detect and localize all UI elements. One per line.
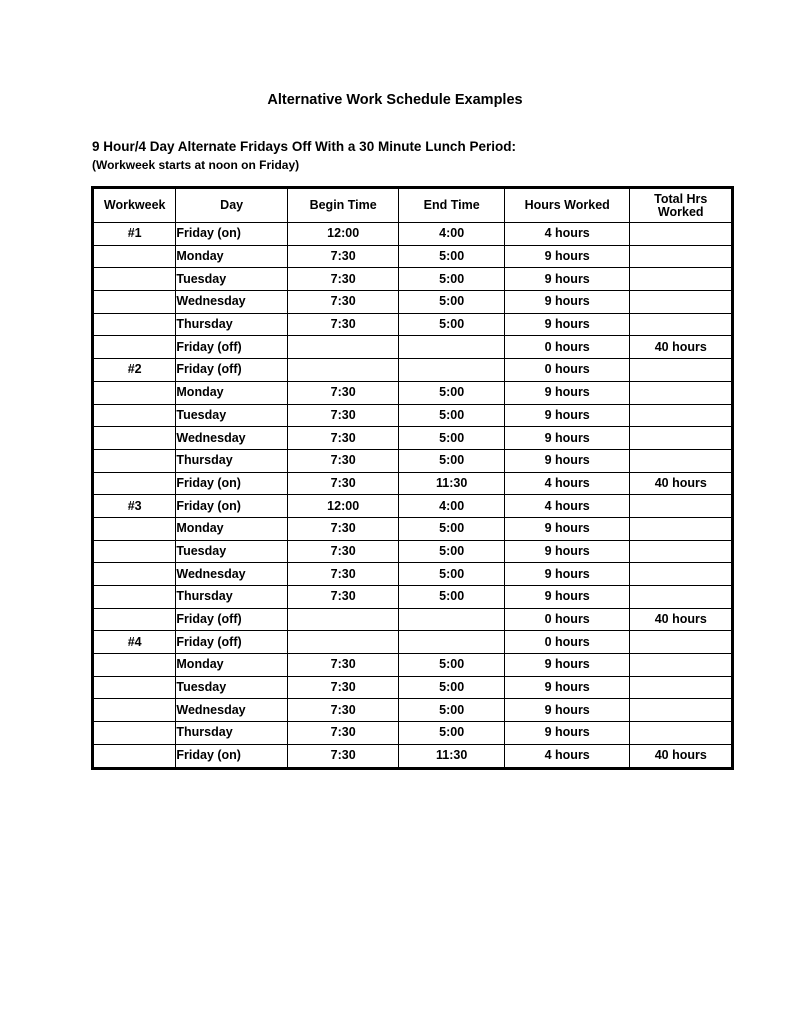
- cell-hours-worked: 4 hours: [504, 744, 630, 768]
- cell-end-time: 5:00: [399, 654, 504, 677]
- cell-end-time: 5:00: [399, 381, 504, 404]
- cell-day: Wednesday: [176, 291, 288, 314]
- cell-hours-worked: 0 hours: [504, 631, 630, 654]
- cell-hours-worked: 9 hours: [504, 313, 630, 336]
- cell-day: Wednesday: [176, 699, 288, 722]
- cell-day: Wednesday: [176, 563, 288, 586]
- cell-end-time: 5:00: [399, 268, 504, 291]
- table-row: [93, 381, 733, 404]
- cell-hours-worked: 4 hours: [504, 472, 630, 495]
- header-total-line1: Total Hrs: [654, 191, 708, 206]
- cell-day: Friday (on): [176, 472, 288, 495]
- cell-total-hrs: [630, 517, 733, 540]
- cell-workweek: [93, 336, 176, 359]
- cell-begin-time: 7:30: [287, 722, 399, 745]
- cell-workweek: [93, 245, 176, 268]
- cell-workweek: [93, 563, 176, 586]
- cell-day: Monday: [176, 517, 288, 540]
- cell-total-hrs: 40 hours: [630, 472, 733, 495]
- cell-end-time: 5:00: [399, 699, 504, 722]
- table-row: [93, 291, 733, 314]
- cell-day: Friday (off): [176, 336, 288, 359]
- cell-day: Friday (off): [176, 359, 288, 382]
- cell-day: Thursday: [176, 449, 288, 472]
- table-row: [93, 427, 733, 450]
- cell-workweek: [93, 313, 176, 336]
- cell-workweek: [93, 608, 176, 631]
- cell-hours-worked: 9 hours: [504, 427, 630, 450]
- table-row: [93, 495, 733, 518]
- cell-hours-worked: 9 hours: [504, 291, 630, 314]
- cell-workweek: [93, 291, 176, 314]
- cell-day: Wednesday: [176, 427, 288, 450]
- table-row: [93, 449, 733, 472]
- table-header-row: [93, 188, 733, 223]
- cell-end-time: 5:00: [399, 517, 504, 540]
- table-row: [93, 744, 733, 768]
- header-total-hrs-worked: [630, 188, 733, 223]
- cell-hours-worked: 9 hours: [504, 722, 630, 745]
- cell-begin-time: 7:30: [287, 540, 399, 563]
- cell-end-time: [399, 336, 504, 359]
- cell-workweek: #1: [93, 223, 176, 246]
- cell-total-hrs: [630, 699, 733, 722]
- cell-hours-worked: 9 hours: [504, 245, 630, 268]
- cell-begin-time: 7:30: [287, 404, 399, 427]
- cell-begin-time: 7:30: [287, 427, 399, 450]
- table-row: [93, 404, 733, 427]
- cell-begin-time: 7:30: [287, 586, 399, 609]
- cell-workweek: [93, 268, 176, 291]
- cell-total-hrs: [630, 427, 733, 450]
- cell-workweek: [93, 404, 176, 427]
- cell-day: Thursday: [176, 722, 288, 745]
- cell-end-time: 11:30: [399, 472, 504, 495]
- header-begin-time: Begin Time: [287, 188, 399, 223]
- cell-begin-time: 7:30: [287, 517, 399, 540]
- cell-workweek: [93, 540, 176, 563]
- table-row: [93, 699, 733, 722]
- cell-total-hrs: [630, 654, 733, 677]
- cell-hours-worked: 9 hours: [504, 676, 630, 699]
- cell-end-time: [399, 631, 504, 654]
- cell-begin-time: 7:30: [287, 245, 399, 268]
- cell-hours-worked: 9 hours: [504, 404, 630, 427]
- cell-workweek: [93, 517, 176, 540]
- cell-workweek: [93, 427, 176, 450]
- cell-begin-time: 7:30: [287, 472, 399, 495]
- schedule-body: [93, 223, 733, 769]
- cell-total-hrs: [630, 631, 733, 654]
- cell-hours-worked: 4 hours: [504, 495, 630, 518]
- cell-hours-worked: 0 hours: [504, 359, 630, 382]
- cell-hours-worked: 9 hours: [504, 586, 630, 609]
- cell-total-hrs: [630, 586, 733, 609]
- cell-total-hrs: [630, 381, 733, 404]
- cell-begin-time: [287, 608, 399, 631]
- table-row: [93, 268, 733, 291]
- cell-end-time: 5:00: [399, 563, 504, 586]
- cell-total-hrs: [630, 676, 733, 699]
- cell-total-hrs: [630, 404, 733, 427]
- cell-total-hrs: [630, 722, 733, 745]
- document-title: Alternative Work Schedule Examples: [267, 92, 523, 108]
- cell-total-hrs: 40 hours: [630, 744, 733, 768]
- cell-hours-worked: 0 hours: [504, 336, 630, 359]
- cell-day: Friday (off): [176, 631, 288, 654]
- cell-total-hrs: [630, 495, 733, 518]
- cell-begin-time: [287, 336, 399, 359]
- cell-day: Thursday: [176, 586, 288, 609]
- cell-day: Friday (on): [176, 223, 288, 246]
- cell-workweek: #3: [93, 495, 176, 518]
- cell-total-hrs: [630, 268, 733, 291]
- cell-begin-time: 7:30: [287, 563, 399, 586]
- cell-end-time: 5:00: [399, 404, 504, 427]
- table-row: [93, 245, 733, 268]
- cell-begin-time: 7:30: [287, 291, 399, 314]
- cell-total-hrs: [630, 449, 733, 472]
- cell-end-time: 5:00: [399, 245, 504, 268]
- cell-begin-time: 7:30: [287, 313, 399, 336]
- cell-day: Tuesday: [176, 540, 288, 563]
- table-row: [93, 313, 733, 336]
- section-subheading: (Workweek starts at noon on Friday): [92, 158, 300, 172]
- header-total-line2: Worked: [657, 204, 704, 219]
- cell-total-hrs: [630, 291, 733, 314]
- cell-workweek: [93, 472, 176, 495]
- table-row: [93, 586, 733, 609]
- cell-end-time: 11:30: [399, 744, 504, 768]
- table-row: [93, 631, 733, 654]
- cell-total-hrs: [630, 313, 733, 336]
- cell-hours-worked: 4 hours: [504, 223, 630, 246]
- header-workweek: Workweek: [93, 188, 176, 223]
- cell-begin-time: 7:30: [287, 676, 399, 699]
- cell-end-time: 5:00: [399, 449, 504, 472]
- section-heading: 9 Hour/4 Day Alternate Fridays Off With a 30 Minute Lunch Period:: [92, 139, 516, 154]
- cell-total-hrs: 40 hours: [630, 608, 733, 631]
- schedule-table: [91, 186, 734, 770]
- cell-begin-time: 7:30: [287, 654, 399, 677]
- cell-hours-worked: 9 hours: [504, 699, 630, 722]
- cell-end-time: 5:00: [399, 586, 504, 609]
- cell-workweek: [93, 676, 176, 699]
- cell-begin-time: 7:30: [287, 449, 399, 472]
- cell-total-hrs: [630, 245, 733, 268]
- cell-day: Friday (on): [176, 495, 288, 518]
- cell-workweek: [93, 654, 176, 677]
- cell-total-hrs: [630, 540, 733, 563]
- table-row: [93, 654, 733, 677]
- cell-end-time: 5:00: [399, 540, 504, 563]
- cell-hours-worked: 9 hours: [504, 563, 630, 586]
- cell-end-time: [399, 359, 504, 382]
- cell-hours-worked: 9 hours: [504, 654, 630, 677]
- cell-workweek: [93, 699, 176, 722]
- cell-total-hrs: [630, 563, 733, 586]
- header-end-time: End Time: [399, 188, 504, 223]
- cell-end-time: 5:00: [399, 291, 504, 314]
- cell-hours-worked: 9 hours: [504, 517, 630, 540]
- cell-day: Monday: [176, 381, 288, 404]
- cell-day: Monday: [176, 245, 288, 268]
- cell-day: Thursday: [176, 313, 288, 336]
- cell-day: Tuesday: [176, 268, 288, 291]
- cell-day: Tuesday: [176, 404, 288, 427]
- cell-end-time: [399, 608, 504, 631]
- cell-begin-time: 7:30: [287, 268, 399, 291]
- cell-end-time: 4:00: [399, 495, 504, 518]
- table-row: [93, 563, 733, 586]
- cell-begin-time: 12:00: [287, 223, 399, 246]
- cell-begin-time: [287, 631, 399, 654]
- cell-total-hrs: [630, 223, 733, 246]
- cell-workweek: [93, 722, 176, 745]
- cell-end-time: 4:00: [399, 223, 504, 246]
- cell-total-hrs: [630, 359, 733, 382]
- cell-begin-time: 7:30: [287, 381, 399, 404]
- cell-hours-worked: 9 hours: [504, 268, 630, 291]
- table-row: [93, 472, 733, 495]
- cell-begin-time: 12:00: [287, 495, 399, 518]
- cell-hours-worked: 9 hours: [504, 449, 630, 472]
- cell-end-time: 5:00: [399, 722, 504, 745]
- cell-begin-time: 7:30: [287, 699, 399, 722]
- header-hours-worked: Hours Worked: [504, 188, 630, 223]
- table-row: [93, 540, 733, 563]
- cell-hours-worked: 9 hours: [504, 381, 630, 404]
- table-row: [93, 517, 733, 540]
- cell-hours-worked: 0 hours: [504, 608, 630, 631]
- cell-workweek: [93, 586, 176, 609]
- table-row: [93, 608, 733, 631]
- cell-workweek: [93, 381, 176, 404]
- cell-day: Monday: [176, 654, 288, 677]
- table-row: [93, 336, 733, 359]
- cell-end-time: 5:00: [399, 313, 504, 336]
- cell-day: Friday (off): [176, 608, 288, 631]
- table-row: [93, 722, 733, 745]
- cell-workweek: #4: [93, 631, 176, 654]
- cell-end-time: 5:00: [399, 676, 504, 699]
- cell-begin-time: [287, 359, 399, 382]
- cell-end-time: 5:00: [399, 427, 504, 450]
- cell-workweek: [93, 744, 176, 768]
- table-row: [93, 359, 733, 382]
- table-row: [93, 676, 733, 699]
- table-row: [93, 223, 733, 246]
- cell-begin-time: 7:30: [287, 744, 399, 768]
- cell-total-hrs: 40 hours: [630, 336, 733, 359]
- cell-workweek: [93, 449, 176, 472]
- cell-day: Friday (on): [176, 744, 288, 768]
- cell-day: Tuesday: [176, 676, 288, 699]
- header-day: Day: [176, 188, 288, 223]
- cell-hours-worked: 9 hours: [504, 540, 630, 563]
- cell-workweek: #2: [93, 359, 176, 382]
